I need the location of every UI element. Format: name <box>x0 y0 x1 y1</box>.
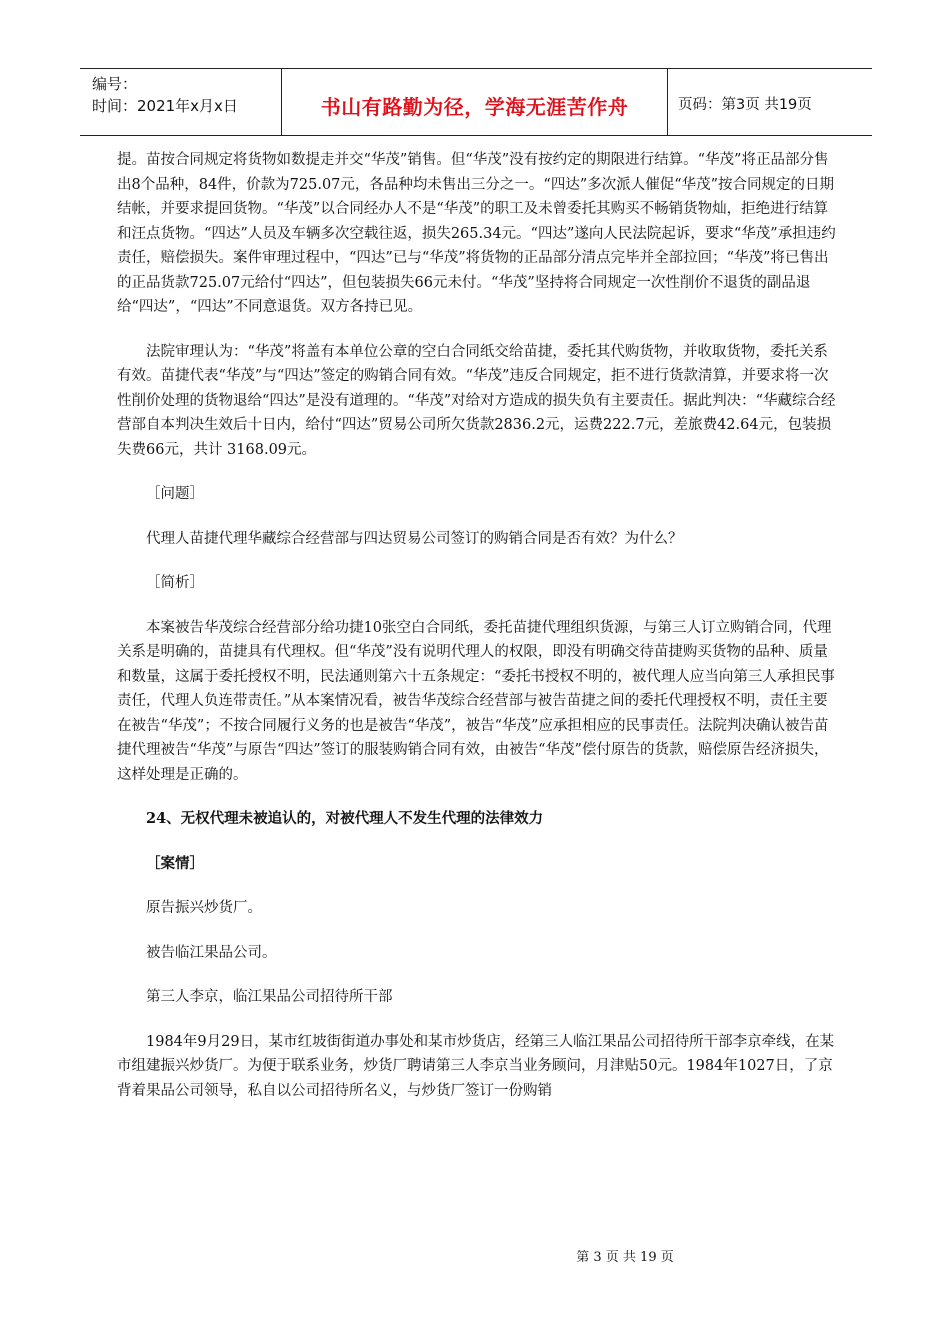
time-label: 时间：2021年x月x日 <box>92 97 238 115</box>
question-heading: ［问题］ <box>146 486 204 502</box>
document-body <box>117 148 837 1103</box>
page-info: 页码：第3页 共19页 <box>678 96 812 113</box>
motto: 书山有路勤为径，学海无涯苦作舟 <box>320 94 629 119</box>
analysis-heading: ［简析］ <box>146 575 204 591</box>
court-opinion-paragraph: 法院审理认为：“华茂”将盖有本单位公章的空白合同纸交给苗捷，委托其代购货物，并收取货物，委托关系有效。苗捷代表“华茂”与“四达”签定的购销合同有效。“华茂”违反合同规定，拒不进行货款清算，并要求将一次性削价处理的货物退给“四达”是没有道理的。“华茂”对给对方造成的损失负有主要责任。据此判决：“华藏综合经营部自本判决生效后十日内，给付“四达”贸易公司所欠货款2836.2元，运费222.7元，差旅费42.64元，包装损失费66元，共计 3168.09元。 <box>117 343 836 458</box>
footer-page-number: 第 3 页 共 19 页 <box>576 1250 674 1265</box>
plaintiff-line: 原告振兴炒货厂。 <box>146 900 262 916</box>
page-footer <box>0 1246 950 1265</box>
header-page-cell <box>668 69 872 135</box>
question-text: 代理人苗捷代理华藏综合经营部与四达贸易公司签订的购销合同是否有效？为什么？ <box>146 530 683 547</box>
header-table <box>80 68 872 136</box>
header-info-cell <box>80 69 282 135</box>
header-motto-cell <box>282 69 668 135</box>
case-facts-paragraph: 1984年9月29日，某市红坡街街道办事处和某市炒货店，经第三人临江果品公司招待所干部李京牵线，在某市组建振兴炒货厂。为便于联系业务，炒货厂聘请第三人李京当业务顾问，月津贴50元。1984年1027日，了京背着果品公司领导，私自以公司招待所名义，与炒货厂签订一份购销 <box>117 1033 835 1099</box>
case-facts-heading: ［案情］ <box>146 854 204 872</box>
third-party-line: 第三人李京，临江果品公司招待所干部 <box>146 989 393 1005</box>
section-heading-24: 24、无权代理未被追认的，对被代理人不发生代理的法律效力 <box>146 810 544 827</box>
case-paragraph-continued: 提。苗按合同规定将货物如数提走并交“华茂”销售。但“华茂”没有按约定的期限进行结算。“华茂”将正品部分售出8个品种，84件，价款为725.07元，各品种均未售出三分之一。“四达”多次派人催促“华茂”按合同规定的日期结帐，并要求提回货物。“华茂”以合同经办人不是“华茂”的职工及未曾委托其购买不畅销货物灿，拒绝进行结算和汪点货物。“四达”人员及车辆多次空载往返，损失265.34元。“四达”遂向人民法院起诉，要求“华茂”承担违约责任，赔偿损失。案件审理过程中，“四达”已与“华茂”将货物的正品部分清点完毕并全部拉回；“华茂”将已售出的正品货款725.07元给付“四达”，但包装损失66元未付。“华茂”坚持将合同规定一次性削价不退货的副品退给“四达”，“四达”不同意退货。双方各持已见。 <box>117 152 836 315</box>
defendant-line: 被告临江果品公司。 <box>146 944 277 961</box>
number-label: 编号： <box>92 75 138 93</box>
analysis-paragraph: 本案被告华茂综合经营部分给功捷10张空白合同纸，委托苗捷代理组织货源，与第三人订立购销合同，代理关系是明确的，苗捷具有代理权。但“华茂”没有说明代理人的权限，即没有明确交待苗捷购买货物的品种、质量和数量，这属于委托授权不明，民法通则第六十五条规定：“委托书授权不明的，被代理人应当向第三人承担民事责任，代理人负连带责任。”从本案情况看，被告华茂综合经营部与被告苗捷之间的委托代理授权不明，责任主要在被告“华茂”；不按合同履行义务的也是被告“华茂”，被告“华茂”应承担相应的民事责任。法院判决确认被告苗捷代理被告“华茂”与原告“四达”签订的服装购销合同有效，由被告“华茂”偿付原告的货款，赔偿原告经济损失，这样处理是正确的。 <box>117 619 835 783</box>
